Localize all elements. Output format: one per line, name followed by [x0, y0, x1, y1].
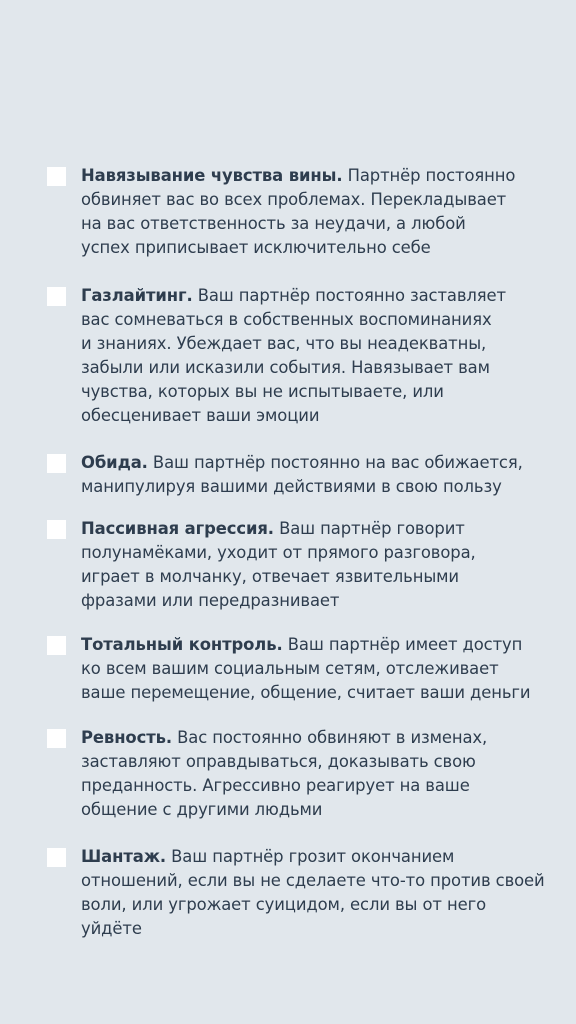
- item-term: Ревность.: [81, 728, 172, 747]
- item-description: Вас постоянно обвиняют в изменах, заставляют оправдываться, доказывать свою преданность. Агрессивно реагирует на ваше общение с другими людьми: [81, 728, 488, 819]
- item-term: Газлайтинг.: [81, 286, 193, 305]
- checkbox[interactable]: [47, 287, 66, 306]
- item-text: [81, 633, 551, 705]
- item-description: Ваш партнёр имеет доступ ко всем вашим социальным сетям, отслеживает ваше перемещение, общение, считает ваши деньги: [81, 635, 531, 702]
- checkbox[interactable]: [47, 636, 66, 655]
- item-description: Ваш партнёр говорит полунамёками, уходит от прямого разговора, играет в молчанку, отвечает язвительными фразами или передразнивает: [81, 519, 476, 610]
- item-text: [81, 517, 551, 613]
- item-text: [81, 726, 551, 822]
- item-text: [81, 284, 551, 428]
- checkbox[interactable]: [47, 454, 66, 473]
- item-text: [81, 845, 551, 941]
- item-description: Ваш партнёр постоянно на вас обижается, манипулируя вашими действиями в свою пользу: [81, 453, 523, 496]
- item-term: Пассивная агрессия.: [81, 519, 274, 538]
- item-term: Тотальный контроль.: [81, 635, 283, 654]
- checkbox[interactable]: [47, 848, 66, 867]
- item-text: [81, 164, 551, 260]
- item-text: [81, 451, 551, 499]
- item-description: Ваш партнёр постоянно заставляет вас сомневаться в собственных воспоминаниях и знаниях. Убеждает вас, что вы неадекватны, забыли или исказили события. Навязывает вам чувства, которых вы не испытываете, или обесценивает ваши эмоции: [81, 286, 506, 425]
- item-term: Навязывание чувства вины.: [81, 166, 343, 185]
- item-description: Партнёр постоянно обвиняет вас во всех проблемах. Перекладывает на вас ответственность за неудачи, а любой успех приписывает исключительно себе: [81, 166, 516, 257]
- checkbox[interactable]: [47, 167, 66, 186]
- checkbox[interactable]: [47, 729, 66, 748]
- item-term: Шантаж.: [81, 847, 167, 866]
- item-term: Обида.: [81, 453, 148, 472]
- item-description: Ваш партнёр грозит окончанием отношений, если вы не сделаете что-то против своей воли, или угрожает суицидом, если вы от него уйдёте: [81, 847, 545, 938]
- checkbox[interactable]: [47, 520, 66, 539]
